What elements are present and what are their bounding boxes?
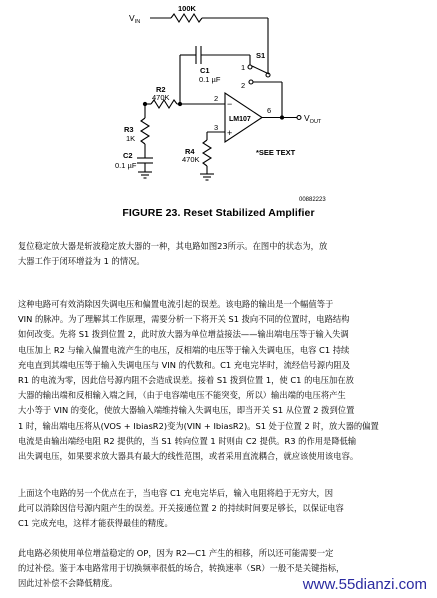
r3-name: R3 — [124, 125, 134, 134]
s1-label: S1 — [256, 51, 266, 60]
text-line: 大小等于 VIN 的变化，使放大器输入端维持输入失调电压，即当开关 S1 从位置 2 拨到位置 — [18, 405, 355, 416]
drawing-number: 00882223 — [299, 197, 326, 203]
site-watermark: www.55dianzi.com — [300, 576, 430, 593]
text-line: 电压加上 R2 与输入偏置电流产生的电压，反相端的电压等于输入失调电压，电容 C1 持续 — [18, 344, 350, 355]
pin-3-label: 3 — [214, 123, 219, 132]
paragraph-principle — [18, 297, 424, 464]
text-line: 电流是由输出端经电阻 R2 提供的，当 S1 转向位置 1 时则由 C2 提供。R3 的作用是降低输 — [18, 435, 357, 446]
text-line: 1 时，输出端电压将从(VOS + IbiasR2)变为(VIN + IbiasR2)。S1 处于位置 2 时，放大器的偏置 — [18, 420, 379, 431]
vout-label: $V_{OUT}$ — [304, 113, 322, 125]
r2-name: R2 — [156, 85, 166, 94]
pin-6-label: 6 — [267, 106, 272, 115]
pin-2-label: 2 — [214, 94, 219, 103]
text-line: VIN 的脉冲。为了理解其工作原理，需要分析一下将开关 S1 拨向不同的位置时，电路结构 — [18, 314, 350, 325]
opamp-name: LM107 — [229, 116, 251, 123]
c1-name: C1 — [200, 66, 210, 75]
text-line: 上面这个电路的另一个优点在于，当电容 C1 充电完毕后，输入电阻将趋于无穷大，因 — [18, 488, 334, 498]
inverting-input-sign: − — [227, 99, 233, 109]
text-line: 出失调电压，如果要求放大器具有最大的线性范围，或者采用直流耦合，就应该使用该电容。 — [18, 451, 359, 462]
r4-value: 470K — [182, 155, 200, 164]
text-line: R1 的电流为零，因此信号源内阻不会造成误差。接着 S1 拨到位置 1，使 C1 的电压加在放 — [18, 375, 354, 386]
text-line: C1 完成充电，这样才能获得最佳的精度。 — [18, 518, 173, 529]
s1-position-2: 2 — [241, 81, 246, 90]
see-text-note: *SEE TEXT — [256, 148, 296, 157]
vin-label: $V_{IN}$ — [129, 13, 141, 25]
text-line: 此电路必须使用单位增益稳定的 OP，因为 R2—C1 产生的相移，所以还可能需要一定 — [18, 548, 334, 558]
c2-name: C2 — [123, 151, 133, 160]
figure-caption: FIGURE 23. Reset Stabilized Amplifier — [122, 207, 315, 219]
c1-value: 0.1 µF — [199, 75, 221, 84]
c2-value: 0.1 µF — [115, 161, 137, 170]
text-line: 大器工作于闭环增益为 1 的情况。 — [18, 256, 145, 267]
r1-value: 100K — [178, 4, 196, 13]
noninverting-input-sign: + — [227, 128, 233, 138]
paragraph-intro — [18, 239, 424, 269]
reset-stabilized-amplifier-schematic — [0, 0, 437, 212]
s1-position-1: 1 — [241, 63, 246, 72]
text-line: 大器的输出端和反相输入端之间，（由于电容端电压不能突变，所以）输出端的电压将产生 — [18, 390, 346, 401]
r2-value: 470K — [152, 93, 170, 102]
text-line: 复位稳定放大器是斩波稳定放大器的一种，其电路如图23所示。在图中的状态为，放 — [18, 241, 328, 251]
text-line: 此可以消除因信号源内阻产生的误差。开关接通位置 2 的持续时间要足够长，以保证电容 — [18, 503, 344, 514]
r4-name: R4 — [185, 147, 195, 156]
text-line: 因此过补偿不会降低精度。 — [18, 578, 118, 589]
text-line: 的过补偿。鉴于本电路常用于切换频率很低的场合，转换速率（SR）一般不是关键指标， — [18, 563, 345, 574]
text-line: 这种电路可有效消除因失调电压和偏置电流引起的误差。该电路的输出是一个幅值等于 — [18, 299, 334, 309]
text-line: 充电直到其端电压等于输入失调电压与 VIN 的代数和。C1 充电完毕时，流经信号源内阻及 — [18, 359, 351, 370]
r3-value: 1K — [126, 134, 136, 143]
text-line: 如何改变。先将 S1 拨到位置 2，此时放大器为单位增益接法——输出端电压等于输入失调 — [18, 329, 349, 340]
paragraph-advantage — [18, 486, 424, 532]
